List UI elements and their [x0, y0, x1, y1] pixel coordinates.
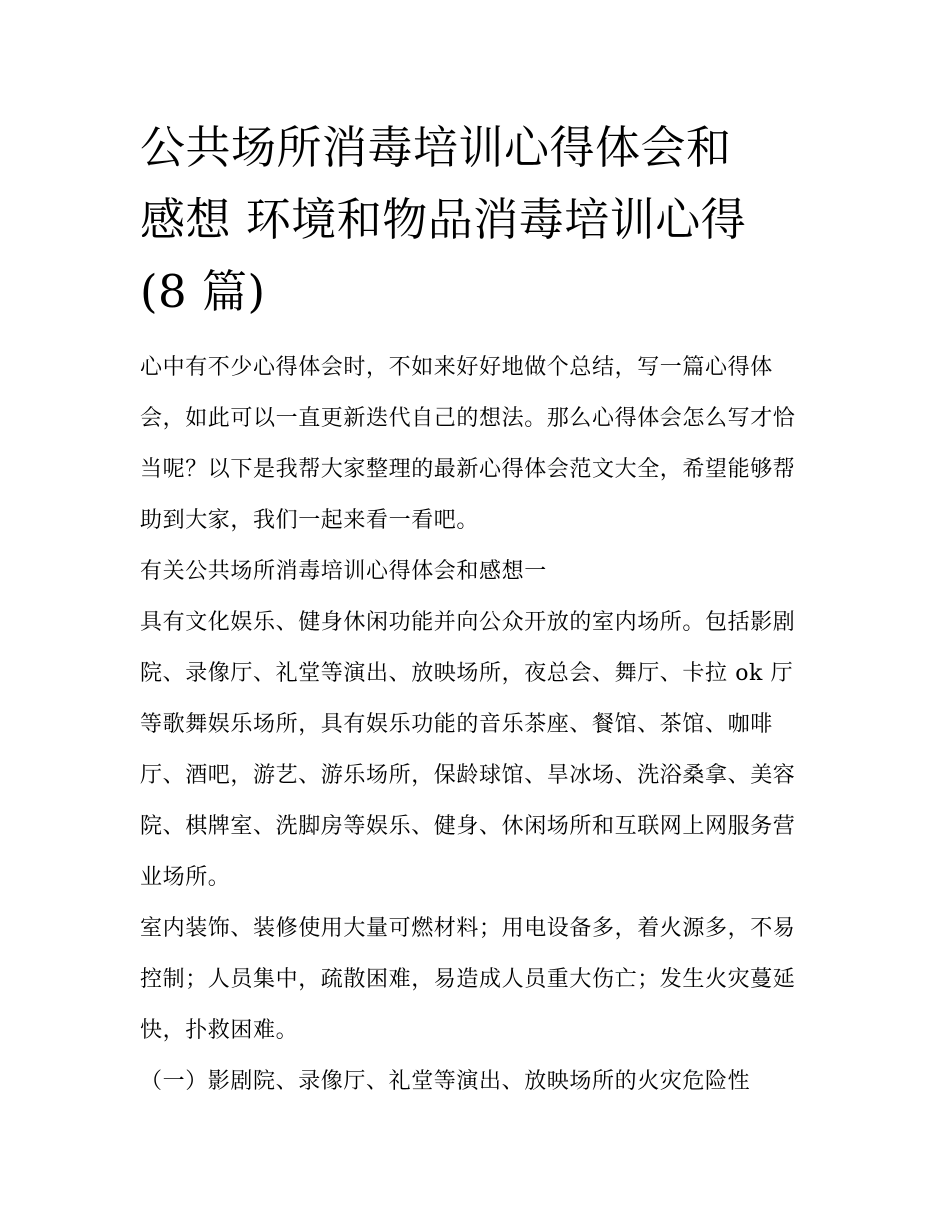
venue-definition-paragraph: 具有文化娱乐、健身休闲功能并向公众开放的室内场所。包括影剧院、录像厅、礼堂等演出、放映场所，夜总会、舞厅、卡拉 ok 厅等歌舞娱乐场所，具有娱乐功能的音乐茶座、餐馆、茶馆、咖啡厅、酒吧，游艺、游乐场所，保龄球馆、旱冰场、洗浴桑拿、美容院、棋牌室、洗脚房等娱乐、健身、休闲场所和互联网上网服务营业场所。 [140, 610, 796, 890]
document-body [140, 342, 812, 1107]
intro-paragraph: 心中有不少心得体会时，不如来好好地做个总结，写一篇心得体会，如此可以一直更新迭代自己的想法。那么心得体会怎么写才恰当呢？以下是我帮大家整理的最新心得体会范文大全，希望能够帮助到大家，我们一起来看一看吧。 [140, 355, 796, 533]
title-line-1: 公共场所消毒培训心得体会和 [140, 121, 732, 174]
document-content [140, 112, 812, 1107]
subsection-heading: （一）影剧院、录像厅、礼堂等演出、放映场所的火灾危险性 [140, 1069, 751, 1094]
title-line-3: (8 篇) [140, 265, 266, 318]
section-heading: 有关公共场所消毒培训心得体会和感想一 [140, 559, 547, 584]
fire-risk-paragraph: 室内装饰、装修使用大量可燃材料；用电设备多，着火源多，不易控制；人员集中，疏散困难，易造成人员重大伤亡；发生火灾蔓延快，扑救困难。 [140, 916, 796, 1043]
title-line-2: 感想 环境和物品消毒培训心得 [140, 193, 747, 246]
document-title [140, 112, 812, 328]
